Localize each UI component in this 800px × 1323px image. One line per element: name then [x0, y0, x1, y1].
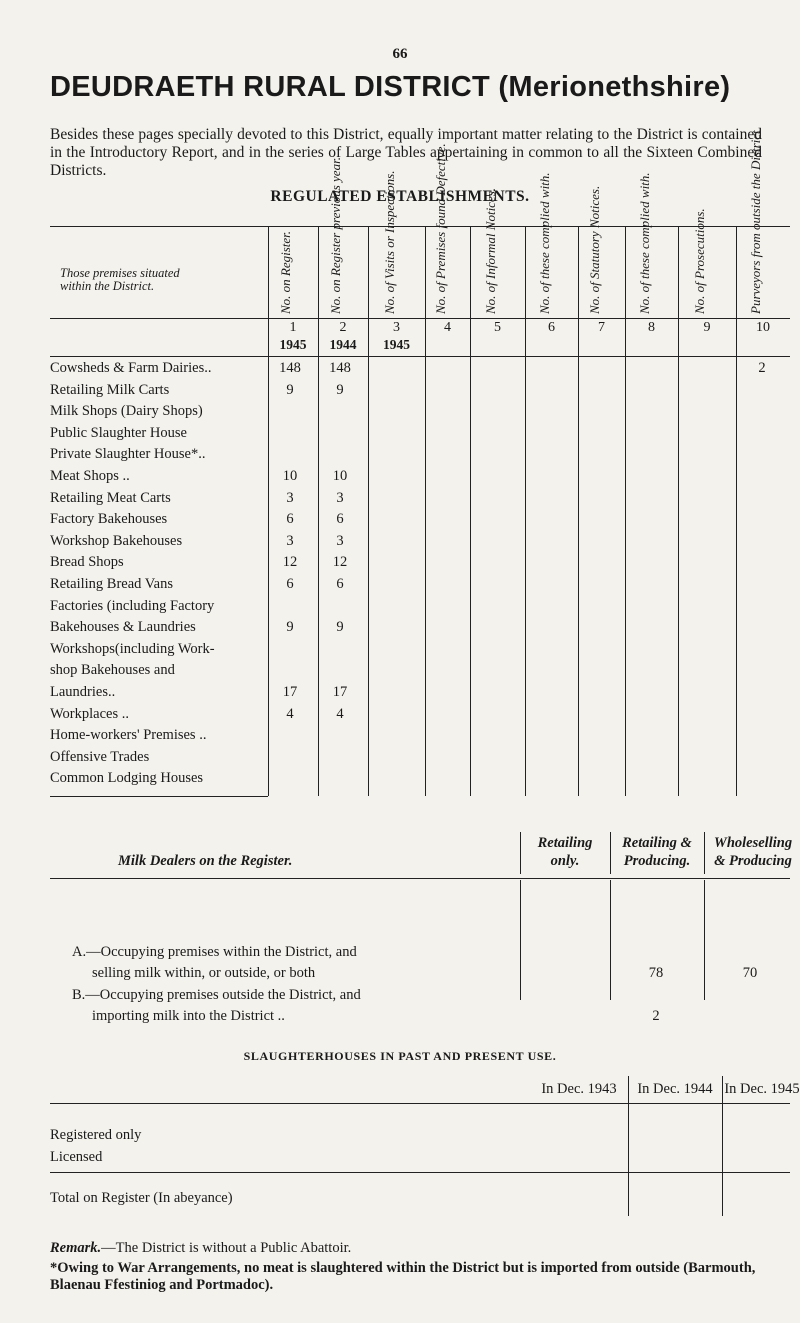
page-number: 66 — [392, 46, 408, 62]
col-number-2: 2 — [339, 320, 347, 335]
col-header-3: No. of Visits or Inspections. — [381, 170, 397, 314]
table-cell-previous: 148 — [329, 360, 351, 376]
milk-row-b-line2: importing milk into the District .. — [92, 1008, 285, 1024]
col-number-1: 1 — [289, 320, 297, 335]
table-row-label: Workshops(including Work- — [50, 640, 215, 657]
table-row-label: Retailing Milk Carts — [50, 381, 170, 398]
page-title: DEUDRAETH RURAL DISTRICT (Merionethshire) — [50, 71, 731, 103]
table-cell-previous: 3 — [336, 489, 344, 506]
table-cell-register: 6 — [286, 576, 294, 592]
table-cell-register: 12 — [282, 554, 298, 571]
col-year-3: 1945 — [383, 337, 410, 352]
col-number-7: 7 — [598, 320, 605, 335]
table-row-label: Meat Shops .. — [50, 468, 130, 484]
footnote: *Owing to War Arrangements, no meat is slaughtered within the District but is imported from outside (Barmouth, Blaenau Ffestiniog and Portmadoc). — [50, 1260, 756, 1293]
col-header-2: No. on Register previous year. — [328, 157, 343, 314]
milk-col-retail-producing: Retailing & Producing. — [622, 835, 692, 869]
col-number-9: 9 — [703, 320, 711, 335]
table-row-label: Home-workers' Premises .. — [50, 727, 207, 744]
col-header-4: No. of Premises found Defective. — [432, 143, 448, 314]
slaughter-col-1944: In Dec. 1944 — [637, 1081, 713, 1097]
table-row-label: Cowsheds & Farm Dairies.. — [50, 360, 212, 376]
table-cell-previous: 9 — [336, 381, 344, 398]
table-cell-previous: 17 — [332, 684, 348, 700]
col-year-1: 1945 — [279, 337, 307, 352]
table-row-label: shop Bakehouses and — [50, 662, 175, 679]
remark — [50, 1240, 765, 1257]
table-cell-previous: 10 — [332, 468, 348, 484]
table-cell-register: 9 — [286, 381, 294, 398]
remark-label: Remark. — [50, 1240, 102, 1256]
col-number-6: 6 — [548, 320, 555, 335]
col-number-5: 5 — [494, 320, 501, 335]
table-row-label: Retailing Meat Carts — [50, 489, 171, 506]
table-row-label: Bakehouses & Laundries — [50, 619, 196, 636]
table-cell-register: 9 — [286, 619, 294, 636]
milk-col-wholesale: Wholeselling & Producing — [713, 835, 793, 869]
slaughter-row-registered: Registered only — [50, 1127, 142, 1143]
col-header-7: No. of Statutory Notices. — [586, 185, 602, 314]
col-number-4: 4 — [444, 320, 451, 335]
remark-text: —The District is without a Public Abattoir. — [101, 1240, 352, 1256]
col-number-10: 10 — [756, 320, 770, 335]
table-cell-register: 17 — [282, 684, 298, 700]
table-cell-purveyors: 2 — [758, 360, 766, 376]
milk-row-b-line1: B.—Occupying premises outside the District, and — [72, 987, 361, 1003]
slaughter-heading: SLAUGHTERHOUSES IN PAST AND PRESENT USE. — [243, 1049, 557, 1063]
intro-paragraph: Besides these pages specially devoted to this District, equally important matter relating to the District is contained in the Introductory Report, and in the series of Large Tables appertaining in common to all the Sixteen Combined Districts. — [50, 126, 762, 179]
slaughter-col-1945: In Dec. 1945 — [724, 1081, 800, 1097]
table-cell-previous: 9 — [336, 619, 344, 636]
table-cell-previous: 4 — [336, 705, 344, 722]
col-header-6: No. of these complied with. — [536, 172, 552, 314]
col-header-1: No. on Register. — [278, 230, 293, 314]
table-cell-previous: 6 — [336, 576, 344, 592]
table-row-label: Milk Shops (Dairy Shops) — [50, 403, 203, 420]
milk-row-a-wholesale: 70 — [742, 965, 758, 981]
table-cell-register: 3 — [286, 532, 294, 549]
table-row-label: Retailing Bread Vans — [50, 576, 173, 592]
col-number-3: 3 — [393, 320, 400, 335]
table-row-label: Common Lodging Houses — [50, 770, 204, 787]
col-header-10: Purveyors from outside the District — [748, 130, 763, 314]
table-row-label: Workshop Bakehouses — [50, 532, 183, 549]
corner-label: Those premises situated within the District. — [60, 266, 180, 293]
slaughter-col-1943: In Dec. 1943 — [541, 1081, 617, 1097]
table-cell-previous: 3 — [336, 532, 344, 549]
table-row-label: Public Slaughter House — [50, 424, 187, 441]
table-row-label: Bread Shops — [50, 554, 124, 571]
table-cell-register: 148 — [279, 360, 301, 376]
table-row-label: Factories (including Factory — [50, 597, 215, 614]
milk-title: Milk Dealers on the Register. — [118, 853, 293, 869]
col-header-9: No. of Prosecutions. — [692, 208, 707, 314]
col-header-8: No. of these complied with. — [636, 172, 652, 314]
table-row-label: Factory Bakehouses — [50, 511, 168, 528]
table-row-label: Private Slaughter House*.. — [50, 446, 206, 463]
table-cell-register: 10 — [282, 468, 298, 484]
table-cell-register: 6 — [286, 511, 294, 528]
regulated-heading: REGULATED ESTABLISHMENTS. — [270, 188, 530, 205]
milk-col-retailing: Retailing only. — [537, 835, 593, 869]
table-row-label: Workplaces .. — [50, 705, 129, 722]
col-header-5: No. of Informal Notices. — [482, 187, 498, 314]
table-row-label: Offensive Trades — [50, 748, 150, 765]
table-row-label: Laundries.. — [50, 684, 116, 700]
table-cell-register: 3 — [286, 489, 294, 506]
table-cell-previous: 6 — [336, 511, 344, 528]
milk-row-b-retail-producing: 2 — [652, 1008, 660, 1024]
col-year-2: 1944 — [329, 337, 357, 352]
milk-row-a-line2: selling milk within, or outside, or both — [92, 965, 316, 981]
slaughter-row-licensed: Licensed — [50, 1149, 103, 1165]
milk-row-a-retail-producing: 78 — [648, 965, 664, 981]
milk-row-a-line1: A.—Occupying premises within the District, and — [72, 944, 357, 960]
table-cell-previous: 12 — [332, 554, 348, 571]
slaughter-row-total: Total on Register (In abeyance) — [50, 1190, 233, 1206]
table-cell-register: 4 — [286, 705, 294, 722]
col-number-8: 8 — [648, 320, 655, 335]
